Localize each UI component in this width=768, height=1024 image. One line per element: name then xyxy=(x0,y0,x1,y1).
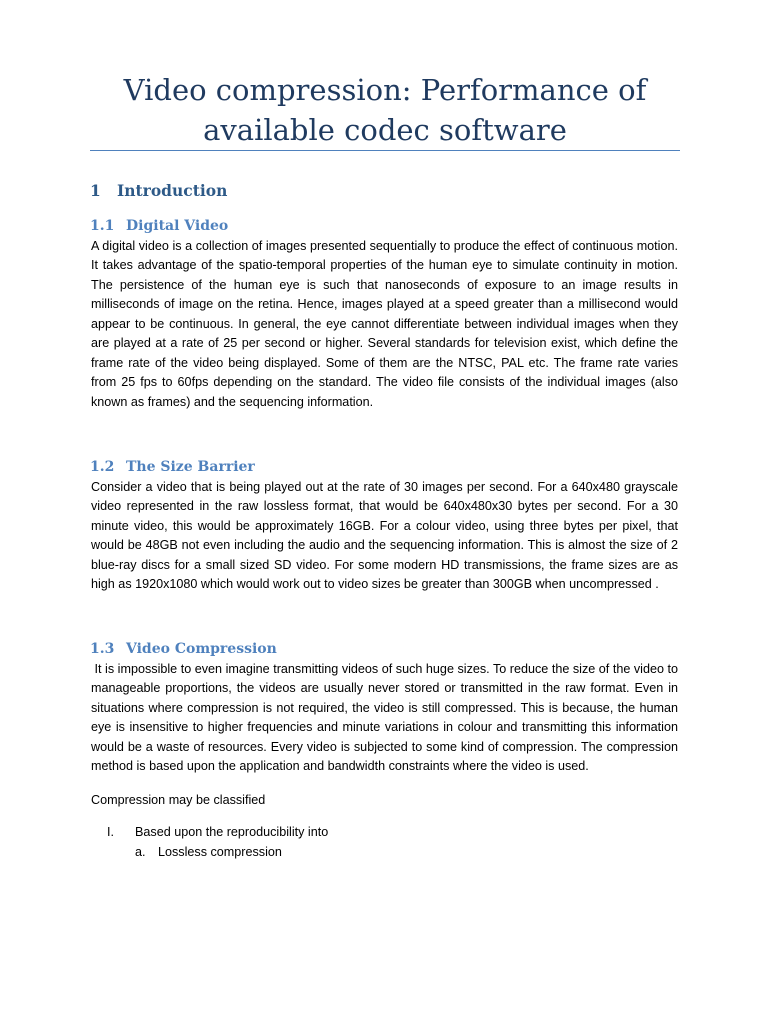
list-text: Based upon the reproducibility into xyxy=(135,825,329,839)
section-number: 1 xyxy=(90,181,101,200)
list-marker: I. xyxy=(107,825,114,839)
section-title: Introduction xyxy=(117,181,228,200)
subsection-title: Video Compression xyxy=(126,641,277,657)
subsection-heading-size-barrier xyxy=(90,459,255,475)
paragraph-digital-video: A digital video is a collection of images presented sequentially to produce the effect of continuous motion. It takes advantage of the spatio-temporal properties of the human eye to simulate continuity in motion. The persistence of the human eye is such that nanoseconds of exposure to an image results in milliseconds of image on the retina. Hence, images played at a speed greater than a millisecond would appear to be continuous. In general, the eye cannot differentiate between individual images when they are played at a rate of 25 per second or higher. Several standards for television exist, which define the frame rate of the video being displayed. Some of them are the NTSC, PAL etc. The frame rate varies from 25 fps to 60fps depending on the standard. The video file consists of the individual images (also known as frames) and the sequencing information. xyxy=(91,239,678,409)
list-item xyxy=(107,823,328,842)
list-text: Lossless compression xyxy=(158,845,282,859)
subsection-title: Digital Video xyxy=(126,218,229,234)
subsection-number: 1.1 xyxy=(90,218,115,234)
subsection-title: The Size Barrier xyxy=(126,459,255,475)
section-heading-introduction xyxy=(90,181,227,200)
subsection-number: 1.3 xyxy=(90,641,115,657)
subsection-number: 1.2 xyxy=(90,459,115,475)
paragraph-size-barrier: Consider a video that is being played out at the rate of 30 images per second. For a 640x480 grayscale video represented in the raw lossless format, that would be 640x480x30 bytes per second. For a 30 minute video, this would be approximately 16GB. For a colour video, using three bytes per pixel, that would be 48GB not even including the audio and the sequencing information. This is almost the size of 2 blue-ray discs for a small sized SD video. For some modern HD transmissions, the frame sizes are as high as 1920x1080 which would work out to video sizes be greater than 300GB when uncompressed . xyxy=(91,480,678,592)
subsection-heading-digital-video xyxy=(90,218,228,234)
document-title: Video compression: Performance of available codec software xyxy=(123,73,647,147)
list-marker: a. xyxy=(135,845,146,859)
classified-text: Compression may be classified xyxy=(91,793,266,807)
paragraph-video-compression: It is impossible to even imagine transmitting videos of such huge sizes. To reduce the size of the video to manageable proportions, the videos are usually never stored or transmitted in the raw format. Even in situations where compression is not required, the video is still compressed. This is because, the human eye is insensitive to higher frequencies and minute variations in colour and transmitting this information would be a waste of resources. Every video is subjected to some kind of compression. The compression method is based upon the application and bandwidth constraints where the video is used. xyxy=(91,662,682,774)
subsection-heading-video-compression xyxy=(90,641,277,657)
list-item xyxy=(135,843,282,862)
title-underline xyxy=(90,150,680,151)
